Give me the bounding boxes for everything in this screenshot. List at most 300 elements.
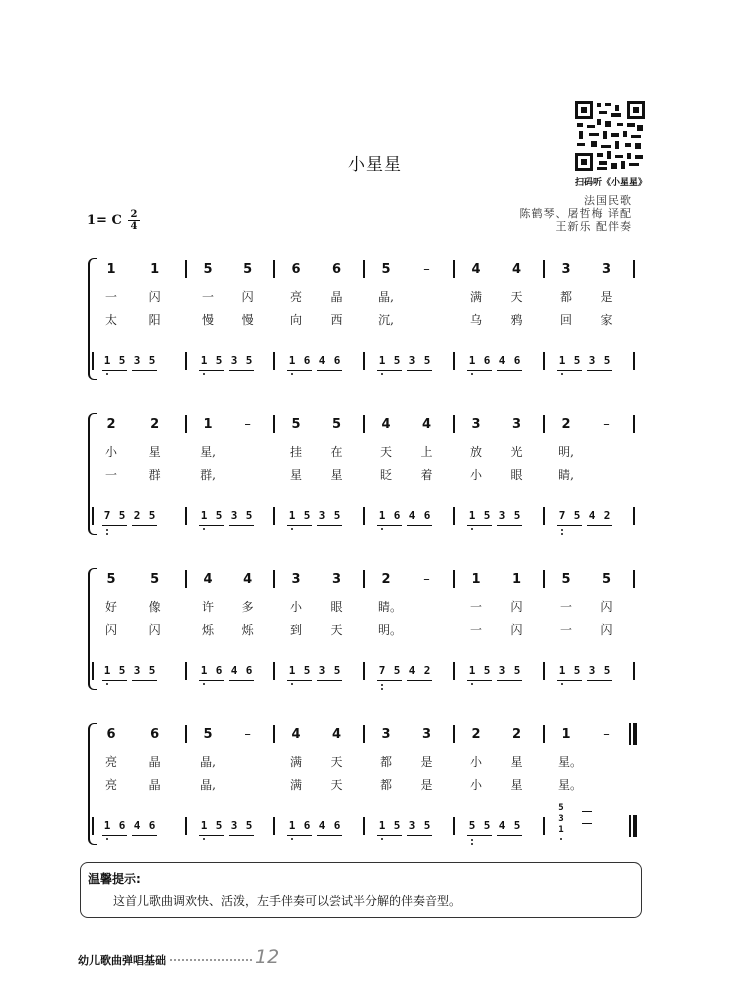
accompaniment-note: 5	[215, 354, 223, 367]
eighth-beam	[287, 370, 312, 371]
qr-code[interactable]	[575, 101, 645, 171]
lyric-syllable: 睛,	[558, 468, 574, 482]
lyric-syllable: 许	[201, 600, 214, 614]
barline	[543, 352, 545, 370]
eighth-beam	[587, 525, 612, 526]
eighth-beam	[132, 680, 157, 681]
barline	[273, 817, 275, 835]
low-octave-dot	[561, 683, 563, 685]
lyric-syllable: 一	[201, 290, 214, 304]
barline	[633, 507, 635, 525]
barline-start	[92, 507, 94, 525]
lyric-syllable: 着	[420, 468, 433, 482]
barline	[273, 662, 275, 680]
lyric-syllable: 小	[469, 778, 482, 792]
melody-note: 3	[421, 727, 432, 742]
accompaniment-note: 4	[318, 819, 326, 832]
lyric-syllable: 烁	[201, 623, 214, 637]
barline	[273, 352, 275, 370]
eighth-beam	[132, 525, 157, 526]
eighth-beam	[467, 680, 492, 681]
eighth-beam	[287, 525, 312, 526]
lyric-syllable: 是	[420, 755, 433, 769]
accompaniment-note: 5	[573, 664, 581, 677]
accompaniment-chord-note: 3	[558, 814, 564, 824]
accompaniment-note: 1	[103, 819, 111, 832]
low-octave-dot	[561, 373, 563, 375]
melody-note: –	[244, 727, 251, 742]
barline	[273, 415, 275, 433]
lyric-syllable: 满	[289, 778, 302, 792]
low-octave-dot	[381, 838, 383, 840]
tip-box	[80, 862, 642, 918]
barline	[543, 662, 545, 680]
low-octave-dot	[381, 688, 383, 690]
eighth-beam	[557, 680, 582, 681]
lyric-syllable: 亮	[289, 290, 302, 304]
low-octave-dot	[106, 533, 108, 535]
accompaniment-note: 3	[588, 664, 596, 677]
accompaniment-note: 5	[148, 509, 156, 522]
lyric-syllable: 闪	[600, 600, 613, 614]
footer-divider	[170, 959, 252, 961]
lyric-syllable: 鸦	[510, 313, 523, 327]
low-octave-dot	[471, 373, 473, 375]
final-barline-thick	[633, 815, 637, 837]
low-octave-dot	[471, 843, 473, 845]
lyric-syllable: 都	[559, 290, 572, 304]
lyric-syllable: 睛。	[378, 600, 403, 614]
accompaniment-note: 5	[245, 354, 253, 367]
accompaniment-note: 5	[215, 819, 223, 832]
lyric-syllable: 晶,	[200, 778, 216, 792]
accompaniment-note: 1	[558, 354, 566, 367]
barline	[633, 415, 635, 433]
accompaniment-note: 4	[588, 509, 596, 522]
barline	[543, 415, 545, 433]
tip-text: 这首儿歌曲调欢快、活泼，左手伴奏可以尝试半分解的伴奏音型。	[113, 894, 462, 908]
low-octave-dot	[381, 684, 383, 686]
low-octave-dot	[381, 373, 383, 375]
melody-note: 4	[511, 262, 522, 277]
eighth-beam	[229, 370, 254, 371]
lyric-syllable: 小	[289, 600, 302, 614]
accompaniment-note: 1	[200, 509, 208, 522]
barline	[273, 725, 275, 743]
melody-note: 2	[561, 417, 571, 432]
lyric-syllable: 上	[420, 445, 433, 459]
lyric-syllable: 慢	[241, 313, 254, 327]
eighth-beam	[497, 835, 522, 836]
credit-origin: 法国民歌	[584, 194, 632, 207]
melody-note: 5	[291, 417, 301, 432]
footer-book-title: 幼儿歌曲弹唱基础	[78, 954, 166, 967]
accompaniment-note: 6	[245, 664, 253, 677]
lyric-syllable: 天	[330, 778, 343, 792]
accompaniment-note: 3	[498, 664, 506, 677]
accompaniment-note: 5	[573, 509, 581, 522]
barline	[363, 725, 365, 743]
melody-note: 3	[601, 262, 612, 277]
accompaniment-note: 5	[245, 819, 253, 832]
low-octave-dot	[561, 533, 563, 535]
barline	[273, 570, 275, 588]
lyric-syllable: 明,	[558, 445, 574, 459]
lyric-syllable: 是	[420, 778, 433, 792]
accompaniment-note: 1	[378, 509, 386, 522]
barline-start	[92, 817, 94, 835]
score-system	[88, 258, 636, 378]
accompaniment-note: 5	[245, 509, 253, 522]
low-octave-dot	[291, 683, 293, 685]
accompaniment-note: 3	[230, 354, 238, 367]
lyric-syllable: 沉,	[378, 313, 394, 327]
low-octave-dot	[471, 683, 473, 685]
accompaniment-note: 3	[588, 354, 596, 367]
eighth-beam	[497, 370, 522, 371]
melody-note: 6	[331, 262, 342, 277]
melody-note: 2	[381, 572, 391, 587]
accompaniment-note: 4	[318, 354, 326, 367]
barline	[633, 570, 635, 588]
accompaniment-note: 5	[393, 664, 401, 677]
low-octave-dot	[561, 529, 563, 531]
barline	[543, 570, 545, 588]
melody-note: 1	[203, 417, 213, 432]
accompaniment-note: 1	[103, 354, 111, 367]
lyric-syllable: 一	[559, 623, 572, 637]
barline	[363, 662, 365, 680]
eighth-beam	[199, 525, 224, 526]
lyric-syllable: 晶	[330, 290, 343, 304]
eighth-beam	[317, 370, 342, 371]
eighth-beam	[132, 835, 157, 836]
accompaniment-note: 3	[318, 664, 326, 677]
low-octave-dot	[381, 528, 383, 530]
accompaniment-note: 5	[333, 664, 341, 677]
barline	[453, 507, 455, 525]
accompaniment-note: 4	[498, 354, 506, 367]
accompaniment-note: 1	[468, 664, 476, 677]
melody-note: 3	[561, 262, 571, 277]
accompaniment-note: 3	[230, 819, 238, 832]
melody-note: 5	[601, 572, 612, 587]
barline	[543, 507, 545, 525]
eighth-beam	[467, 525, 492, 526]
melody-note: 5	[150, 572, 160, 587]
accompaniment-note: 1	[103, 664, 111, 677]
lyric-syllable: 都	[379, 755, 392, 769]
accompaniment-note: 4	[498, 819, 506, 832]
accompaniment-note: 3	[133, 354, 141, 367]
accompaniment-note: 7	[558, 509, 566, 522]
lyric-syllable: 放	[469, 445, 482, 459]
eighth-beam	[407, 370, 432, 371]
accompaniment-note: 7	[378, 664, 386, 677]
lyric-syllable: 群	[148, 468, 161, 482]
accompaniment-note: 1	[200, 819, 208, 832]
lyric-syllable: 多	[241, 600, 254, 614]
lyric-syllable: 眼	[330, 600, 343, 614]
lyric-syllable: 乌	[469, 313, 482, 327]
eighth-beam	[287, 835, 312, 836]
low-octave-dot	[106, 373, 108, 375]
accompaniment-note: 5	[513, 664, 521, 677]
accompaniment-note: 1	[288, 509, 296, 522]
accompaniment-note: 4	[230, 664, 238, 677]
sustain-dash	[582, 811, 592, 812]
accompaniment-note: 5	[483, 509, 491, 522]
eighth-beam	[467, 370, 492, 371]
lyric-syllable: 星,	[200, 445, 216, 459]
barline	[185, 415, 187, 433]
lyric-syllable: 闪	[600, 623, 613, 637]
lyric-syllable: 晶,	[378, 290, 394, 304]
accompaniment-note: 6	[483, 354, 491, 367]
score-system	[88, 568, 636, 688]
eighth-beam	[317, 835, 342, 836]
eighth-beam	[377, 680, 402, 681]
accompaniment-chord-note: 1	[558, 825, 564, 835]
melody-note: 2	[471, 727, 481, 742]
lyric-syllable: 家	[600, 313, 613, 327]
lyric-syllable: 到	[289, 623, 302, 637]
low-octave-dot	[203, 373, 205, 375]
melody-note: 5	[381, 262, 391, 277]
tip-title: 温馨提示:	[88, 872, 141, 886]
barline	[633, 352, 635, 370]
accompaniment-note: 7	[103, 509, 111, 522]
eighth-beam	[497, 525, 522, 526]
page-number: 12	[255, 946, 280, 968]
melody-note: 5	[561, 572, 571, 587]
final-barline-thick	[633, 723, 637, 745]
lyric-syllable: 星	[330, 468, 343, 482]
melody-note: 4	[471, 262, 481, 277]
lyric-syllable: 都	[379, 778, 392, 792]
melody-note: –	[244, 417, 251, 432]
melody-note: 1	[471, 572, 481, 587]
melody-note: 5	[203, 262, 213, 277]
accompaniment-note: 2	[603, 509, 611, 522]
accompaniment-note: 5	[148, 664, 156, 677]
lyric-syllable: 群,	[200, 468, 216, 482]
lyric-syllable: 天	[510, 290, 523, 304]
melody-note: 5	[203, 727, 213, 742]
accompaniment-note: 6	[148, 819, 156, 832]
accompaniment-note: 6	[513, 354, 521, 367]
barline	[185, 260, 187, 278]
melody-note: 3	[471, 417, 481, 432]
low-octave-dot	[203, 838, 205, 840]
low-octave-dot	[106, 838, 108, 840]
eighth-beam	[557, 370, 582, 371]
low-octave-dot	[291, 528, 293, 530]
melody-note: 4	[243, 572, 253, 587]
lyric-syllable: 眨	[379, 468, 392, 482]
barline-start	[92, 352, 94, 370]
accompaniment-note: 5	[483, 664, 491, 677]
barline	[453, 817, 455, 835]
eighth-beam	[102, 835, 127, 836]
barline	[273, 507, 275, 525]
accompaniment-note: 1	[558, 664, 566, 677]
lyric-syllable: 一	[469, 623, 482, 637]
accompaniment-note: 5	[423, 354, 431, 367]
melody-note: 5	[106, 572, 116, 587]
low-octave-dot	[291, 838, 293, 840]
score-system	[88, 723, 636, 843]
accompaniment-note: 5	[333, 509, 341, 522]
eighth-beam	[377, 370, 402, 371]
time-denominator: 4	[130, 221, 138, 232]
lyric-syllable: 亮	[104, 778, 117, 792]
eighth-beam	[102, 370, 127, 371]
eighth-beam	[199, 370, 224, 371]
eighth-beam	[287, 680, 312, 681]
melody-note: –	[603, 417, 610, 432]
accompaniment-note: 5	[513, 819, 521, 832]
sustain-dash	[582, 823, 592, 824]
accompaniment-note: 1	[200, 354, 208, 367]
accompaniment-note: 1	[468, 509, 476, 522]
final-barline-thin	[629, 723, 631, 745]
lyric-syllable: 眼	[510, 468, 523, 482]
barline	[363, 817, 365, 835]
eighth-beam	[407, 680, 432, 681]
eighth-beam	[132, 370, 157, 371]
eighth-beam	[102, 680, 127, 681]
eighth-beam	[199, 835, 224, 836]
accompaniment-note: 3	[408, 819, 416, 832]
melody-note: –	[603, 727, 610, 742]
low-octave-dot	[106, 683, 108, 685]
lyric-syllable: 星。	[558, 755, 583, 769]
accompaniment-note: 3	[408, 354, 416, 367]
eighth-beam	[199, 680, 224, 681]
barline	[543, 725, 545, 743]
accompaniment-chord-note: 5	[558, 803, 564, 813]
melody-note: 5	[243, 262, 253, 277]
barline	[273, 260, 275, 278]
melody-note: 2	[511, 727, 522, 742]
accompaniment-note: 5	[513, 509, 521, 522]
lyric-syllable: 天	[379, 445, 392, 459]
low-octave-dot	[203, 528, 205, 530]
lyric-syllable: 回	[559, 313, 572, 327]
lyric-syllable: 星	[510, 755, 523, 769]
melody-note: 4	[331, 727, 342, 742]
lyric-syllable: 是	[600, 290, 613, 304]
barline	[633, 260, 635, 278]
barline	[185, 507, 187, 525]
lyric-syllable: 闪	[241, 290, 254, 304]
accompaniment-note: 6	[303, 819, 311, 832]
melody-note: 3	[381, 727, 391, 742]
eighth-beam	[407, 835, 432, 836]
accompaniment-note: 5	[118, 509, 126, 522]
accompaniment-note: 1	[378, 354, 386, 367]
accompaniment-note: 6	[333, 819, 341, 832]
accompaniment-note: 3	[318, 509, 326, 522]
eighth-beam	[467, 835, 492, 836]
barline	[453, 352, 455, 370]
low-octave-dot	[560, 838, 562, 840]
final-barline-thin	[629, 815, 631, 837]
lyric-syllable: 天	[330, 623, 343, 637]
barline	[363, 352, 365, 370]
lyric-syllable: 星	[148, 445, 161, 459]
eighth-beam	[317, 525, 342, 526]
lyric-syllable: 挂	[289, 445, 302, 459]
barline	[185, 352, 187, 370]
accompaniment-note: 5	[118, 664, 126, 677]
time-signature	[128, 210, 140, 231]
lyric-syllable: 星	[289, 468, 302, 482]
melody-note: 4	[381, 417, 391, 432]
lyric-syllable: 像	[148, 600, 161, 614]
accompaniment-note: 5	[603, 354, 611, 367]
accompaniment-note: 5	[603, 664, 611, 677]
melody-note: 4	[203, 572, 213, 587]
melody-note: 2	[150, 417, 160, 432]
barline	[185, 662, 187, 680]
low-octave-dot	[106, 529, 108, 531]
accompaniment-note: 1	[378, 819, 386, 832]
eighth-beam	[102, 525, 127, 526]
barline	[633, 662, 635, 680]
accompaniment-note: 6	[118, 819, 126, 832]
lyric-syllable: 小	[469, 468, 482, 482]
melody-note: 1	[561, 727, 571, 742]
barline	[453, 415, 455, 433]
barline	[453, 725, 455, 743]
lyric-syllable: 晶,	[200, 755, 216, 769]
melody-note: 4	[291, 727, 301, 742]
lyric-syllable: 闪	[104, 623, 117, 637]
accompaniment-note: 2	[423, 664, 431, 677]
accompaniment-note: 3	[133, 664, 141, 677]
lyric-syllable: 一	[104, 290, 117, 304]
eighth-beam	[377, 835, 402, 836]
lyric-syllable: 小	[469, 755, 482, 769]
lyric-syllable: 一	[559, 600, 572, 614]
lyric-syllable: 慢	[201, 313, 214, 327]
lyric-syllable: 晶	[148, 755, 161, 769]
lyric-syllable: 满	[289, 755, 302, 769]
accompaniment-note: 3	[230, 509, 238, 522]
time-numerator: 2	[130, 209, 138, 220]
lyric-syllable: 满	[469, 290, 482, 304]
barline-start	[92, 662, 94, 680]
lyric-syllable: 小	[104, 445, 117, 459]
credit-translation: 陈鹤琴、屠哲梅 译配	[519, 207, 632, 220]
lyric-syllable: 晶	[148, 778, 161, 792]
eighth-beam	[317, 680, 342, 681]
accompaniment-note: 5	[215, 509, 223, 522]
accompaniment-note: 6	[303, 354, 311, 367]
lyric-syllable: 向	[289, 313, 302, 327]
accompaniment-note: 5	[148, 354, 156, 367]
accompaniment-note: 5	[573, 354, 581, 367]
eighth-beam	[229, 835, 254, 836]
barline	[453, 260, 455, 278]
accompaniment-note: 5	[423, 819, 431, 832]
accompaniment-note: 4	[408, 664, 416, 677]
credit-accompaniment: 王新乐 配伴奏	[555, 220, 632, 233]
lyric-syllable: 好	[104, 600, 117, 614]
accompaniment-note: 1	[288, 819, 296, 832]
